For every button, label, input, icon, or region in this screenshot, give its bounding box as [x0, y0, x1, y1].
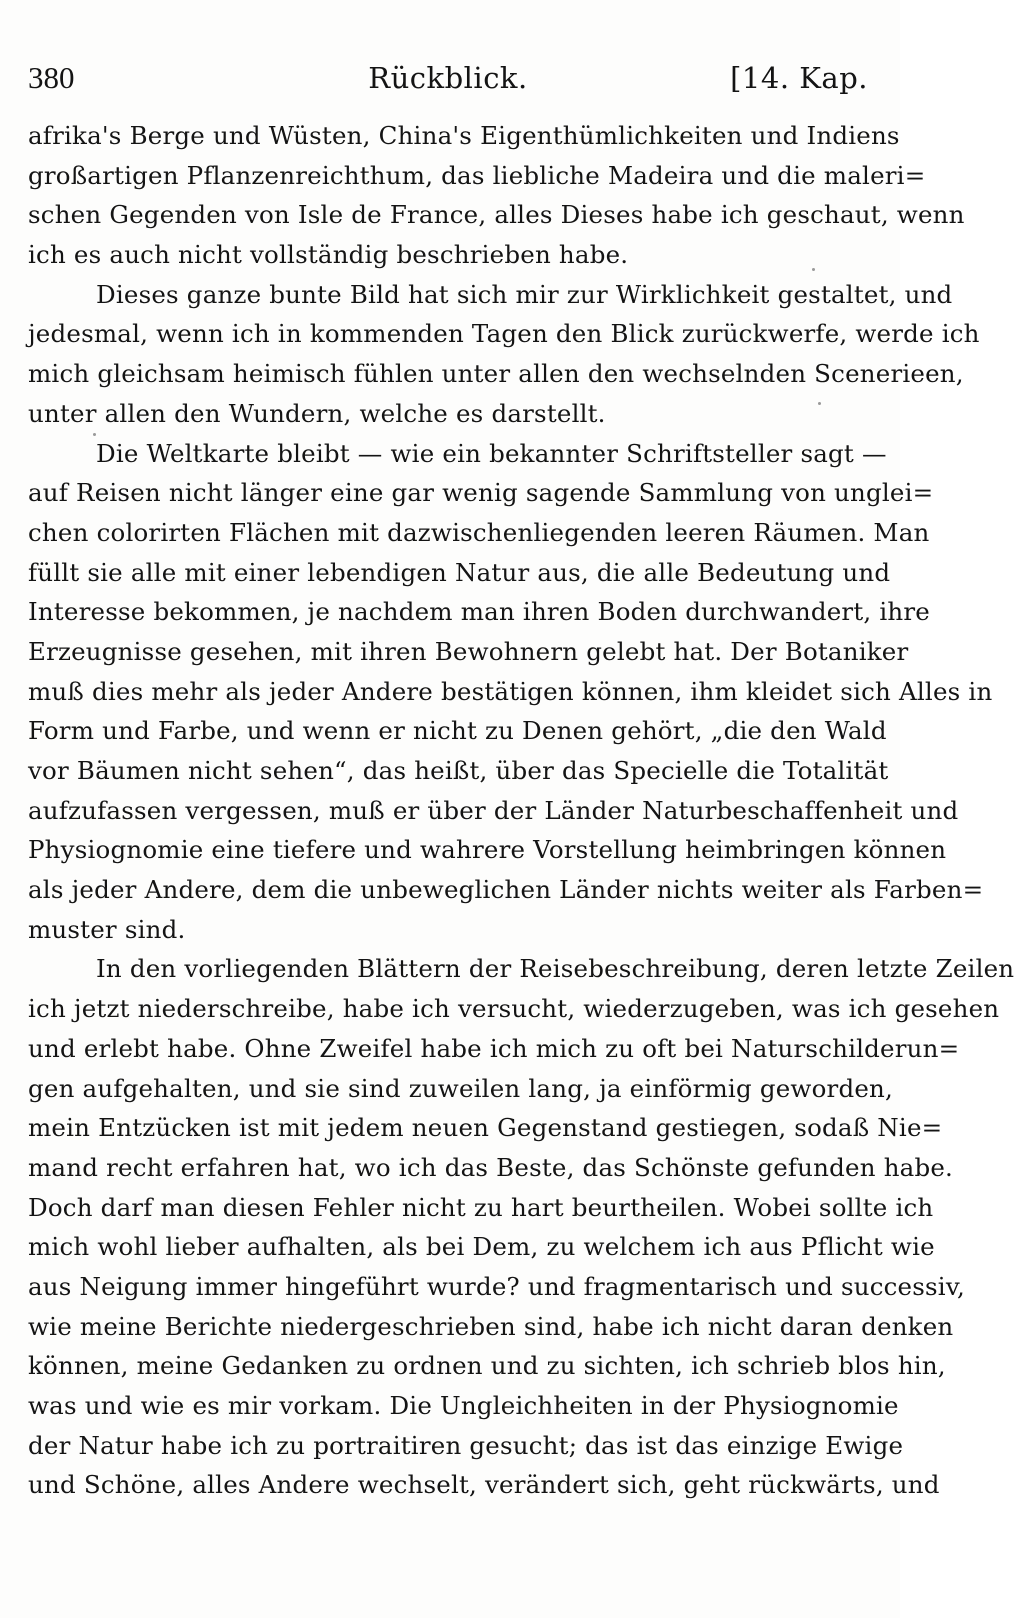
text-line: ich es auch nicht vollständig beschrieben habe. [28, 240, 629, 270]
text-line: der Natur habe ich zu portraitiren gesucht; das ist das einzige Ewige [28, 1430, 904, 1460]
text-line: wie meine Berichte niedergeschrieben sind, habe ich nicht daran denken [28, 1311, 954, 1341]
page-number: 380 [28, 60, 75, 95]
paper-speck [93, 433, 96, 436]
text-line: können, meine Gedanken zu ordnen und zu sichten, ich schrieb blos hin, [28, 1351, 946, 1381]
text-line: mand recht erfahren hat, wo ich das Beste, das Schönste gefunden habe. [28, 1152, 954, 1182]
text-line: und erlebt habe. Ohne Zweifel habe ich mich zu oft bei Naturschilderun= [28, 1033, 960, 1063]
text-line: afrika's Berge und Wüsten, China's Eigenthümlichkeiten und Indiens [28, 121, 900, 150]
text-line: vor Bäumen nicht sehen“, das heißt, über das Specielle die Totalität [28, 756, 889, 785]
text-line: mich gleichsam heimisch fühlen unter allen den wechselnden Scenerieen, [28, 359, 964, 389]
text-line: Physiognomie eine tiefere und wahrere Vorstellung heimbringen können [28, 835, 947, 865]
text-line: Erzeugnisse gesehen, mit ihren Bewohnern gelebt hat. Der Botaniker [28, 636, 909, 666]
running-title: Rückblick. [368, 61, 528, 95]
paragraph-first-line: Die Weltkarte bleibt — wie ein bekannter Schriftsteller sagt — [96, 438, 887, 468]
text-line: großartigen Pflanzenreichthum, das liebliche Madeira und die maleri= [28, 160, 926, 190]
text-line: ich jetzt niederschreibe, habe ich versucht, wiederzugeben, was ich gesehen [28, 994, 1000, 1024]
text-line: jedesmal, wenn ich in kommenden Tagen den Blick zurückwerfe, werde ich [28, 319, 980, 349]
text-line: mein Entzücken ist mit jedem neuen Gegenstand gestiegen, sodaß Nie= [28, 1113, 943, 1143]
text-line: Doch darf man diesen Fehler nicht zu hart beurtheilen. Wobei sollte ich [28, 1192, 934, 1222]
paragraph-first-line: Dieses ganze bunte Bild hat sich mir zur Wirklichkeit gestaltet, und [96, 279, 953, 309]
text-line: mich wohl lieber aufhalten, als bei Dem, zu welchem ich aus Pflicht wie [28, 1232, 935, 1262]
text-line: unter allen den Wundern, welche es darstellt. [28, 398, 606, 428]
paper-speck [818, 402, 821, 405]
text-line: was und wie es mir vorkam. Die Ungleichheiten in der Physiognomie [28, 1391, 899, 1420]
text-line: aus Neigung immer hingeführt wurde? und fragmentarisch und successiv, [28, 1271, 965, 1301]
text-line: auf Reisen nicht länger eine gar wenig sagende Sammlung von unglei= [28, 478, 934, 508]
text-line: und Schöne, alles Andere wechselt, verändert sich, geht rückwärts, und [28, 1470, 940, 1500]
text-line: aufzufassen vergessen, muß er über der Länder Naturbeschaffenheit und [28, 795, 959, 825]
text-line: gen aufgehalten, und sie sind zuweilen lang, ja einförmig geworden, [28, 1073, 894, 1103]
text-line: chen colorirten Flächen mit dazwischenliegenden leeren Räumen. Man [28, 517, 930, 547]
text-line: als jeder Andere, dem die unbeweglichen Länder nichts weiter als Farben= [28, 875, 984, 905]
text-line: füllt sie alle mit einer lebendigen Natur aus, die alle Bedeutung und [28, 557, 891, 587]
text-line: muster sind. [28, 914, 186, 944]
paper-speck [812, 268, 815, 271]
body-text [28, 116, 1014, 1505]
text-line: Form und Farbe, und wenn er nicht zu Denen gehört, „die den Wald [28, 716, 887, 746]
chapter-reference: [14. Kap. [730, 61, 868, 95]
paragraph-first-line: In den vorliegenden Blättern der Reisebeschreibung, deren letzte Zeilen [96, 954, 1014, 984]
text-line: schen Gegenden von Isle de France, alles Dieses habe ich geschaut, wenn [28, 200, 965, 230]
text-line: muß dies mehr als jeder Andere bestätigen können, ihm kleidet sich Alles in [28, 676, 993, 706]
text-line: Interesse bekommen, je nachdem man ihren Boden durchwandert, ihre [28, 597, 930, 627]
running-head [28, 58, 868, 98]
